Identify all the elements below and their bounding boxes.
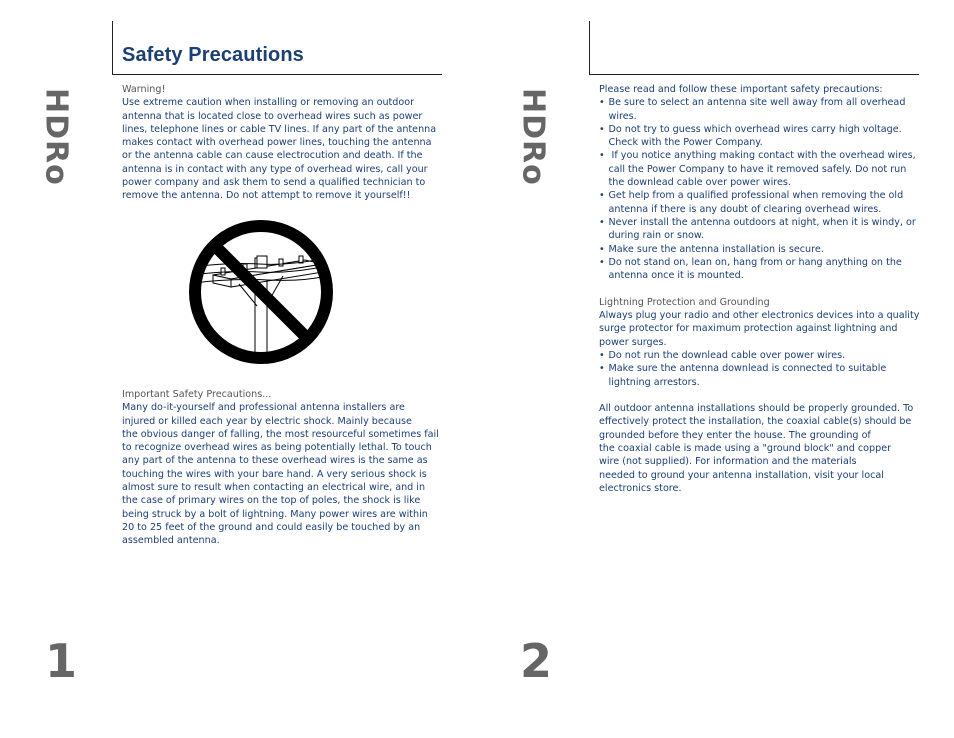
text-line: • Never install the antenna outdoors at night, when it is windy, or — [608, 216, 916, 228]
text-line: makes contact with overhead power lines, touching the antenna — [122, 137, 432, 149]
text-line: • Do not try to guess which overhead wires carry high voltage. — [608, 123, 902, 135]
text-line: the obvious danger of falling, the most resourceful sometimes fail — [122, 428, 439, 440]
lightning-bullet-list — [599, 349, 929, 389]
text-line: 20 to 25 feet of the ground and could easily be touched by an — [122, 521, 421, 533]
lightning-heading: Lightning Protection and Grounding — [599, 296, 770, 308]
page-number-left: 1 — [45, 634, 78, 688]
text-line: injured or killed each year by electric shock. Mainly because — [122, 415, 412, 427]
text-line: the downlead cable over power wires. — [608, 177, 791, 189]
text-line: surge protector for maximum protection against lightning and — [599, 323, 898, 335]
text-line: Use extreme caution when installing or removing an outdoor — [122, 97, 415, 109]
list-item — [599, 96, 929, 123]
intro-text: Please read and follow these important safety precautions: — [599, 84, 883, 95]
no-power-lines-icon — [187, 218, 335, 366]
list-item — [599, 189, 929, 216]
text-line: needed to ground your antenna installation, visit your local — [599, 469, 884, 481]
text-line: grounded before they enter the house. The grounding of — [599, 429, 871, 441]
text-line: antenna that is located close to overhead wires such as power — [122, 110, 423, 122]
right-page-vertical-rule — [589, 21, 590, 74]
text-line: • If you notice anything making contact with the overhead wires, — [608, 150, 916, 162]
text-line: lines, telephone lines or cable TV lines. If any part of the antenna — [122, 123, 437, 135]
text-line: the coaxial cable is made using a "ground block" and copper — [599, 443, 892, 455]
brand-logo-left: HDRo — [38, 88, 74, 186]
text-line: antenna is in contact with any type of overhead wires, call your — [122, 163, 428, 175]
text-line: antenna if there is any doubt of clearing overhead wires. — [608, 203, 882, 215]
text-line: or the antenna cable can cause electrocution and death. If the — [122, 150, 423, 162]
text-line: power surges. — [599, 336, 667, 348]
text-line: antenna once it is mounted. — [608, 270, 744, 282]
text-line: remove the antenna. Do not attempt to remove it yourself!! — [122, 190, 411, 202]
text-line: electronics store. — [599, 482, 682, 494]
text-line: to recognize overhead wires as being potentially lethal. To touch — [122, 442, 432, 454]
text-line: Always plug your radio and other electronics devices into a quality — [599, 310, 920, 322]
left-column-important — [122, 388, 447, 548]
text-line: Many do-it-yourself and professional antenna installers are — [122, 402, 405, 414]
text-line: power company and ask them to send a qualified technician to — [122, 177, 426, 189]
text-line: All outdoor antenna installations should be properly grounded. To — [599, 403, 914, 415]
text-line: any part of the antenna to these overhead wires is the same as — [122, 455, 428, 467]
text-line: wire (not supplied). For information and the materials — [599, 456, 857, 468]
list-item — [599, 362, 929, 389]
text-line: • Get help from a qualified professional when removing the old — [608, 190, 904, 202]
text-line: • Make sure the antenna downlead is connected to suitable — [608, 363, 887, 375]
brand-logo-right: HDRo — [515, 88, 551, 186]
right-column — [599, 83, 929, 495]
text-line: call the Power Company to have it removed safely. Do not run — [608, 163, 907, 175]
page-number-right: 2 — [520, 634, 553, 688]
list-item — [599, 243, 929, 256]
text-line: • Be sure to select an antenna site well away from all overhead wires. — [608, 97, 906, 122]
list-item — [599, 349, 929, 362]
spacer — [599, 389, 929, 402]
list-item — [599, 123, 929, 150]
spacer — [599, 282, 929, 295]
text-line: being struck by a bolt of lightning. Many power wires are within — [122, 508, 428, 520]
text-line: • Do not run the downlead cable over power wires. — [608, 349, 846, 361]
text-line: • Make sure the antenna installation is secure. — [608, 243, 824, 255]
text-line: effectively protect the installation, the coaxial cable(s) should be — [599, 416, 912, 428]
list-item — [599, 256, 929, 283]
right-page-title-rule — [589, 74, 919, 75]
text-line: • Do not stand on, lean on, hang from or hang anything on the — [608, 256, 902, 268]
text-line: almost sure to result when contacting an electrical wire, and in — [122, 482, 426, 494]
page-title: Safety Precautions — [122, 44, 304, 66]
list-item — [599, 149, 929, 189]
text-line: during rain or snow. — [608, 230, 704, 242]
text-line: the case of primary wires on the top of poles, the shock is like — [122, 495, 421, 507]
text-line: lightning arrestors. — [608, 376, 700, 388]
text-line: touching the wires with your bare hand. A very serious shock is — [122, 468, 427, 480]
left-column-warning — [122, 83, 447, 203]
left-page-title-rule — [112, 74, 442, 75]
warning-heading: Warning! — [122, 84, 166, 95]
list-item — [599, 216, 929, 243]
safety-bullet-list — [599, 96, 929, 282]
important-heading: Important Safety Precautions... — [122, 389, 272, 400]
text-line: Check with the Power Company. — [608, 137, 763, 149]
text-line: assembled antenna. — [122, 535, 220, 547]
left-page-vertical-rule — [112, 21, 113, 74]
